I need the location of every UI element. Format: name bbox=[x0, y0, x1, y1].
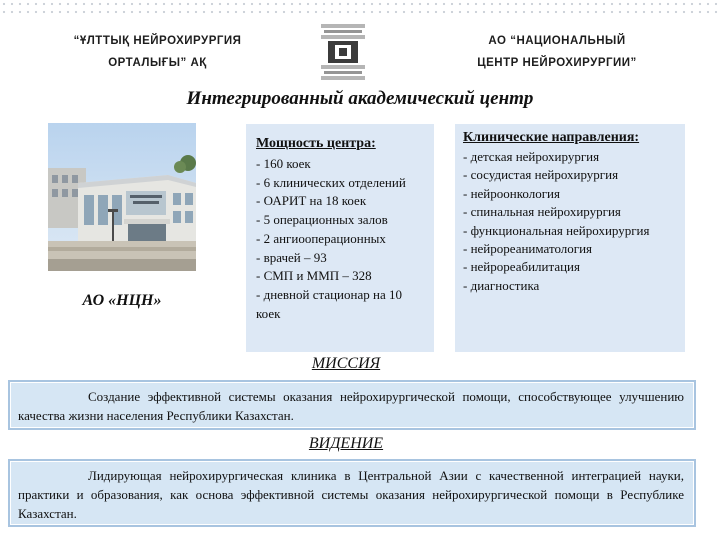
mission-box bbox=[8, 380, 696, 430]
org-name-russian-line1: АО “НАЦИОНАЛЬНЫЙ bbox=[488, 35, 626, 47]
clinical-panel bbox=[455, 124, 685, 352]
list-item: - ОАРИТ на 18 коек bbox=[256, 193, 367, 209]
list-item: - 5 операционных залов bbox=[256, 212, 388, 228]
list-item: - дневной стационар на 10 коек bbox=[256, 286, 402, 321]
org-name-kazakh-line2: ОРТАЛЫҒЫ” АҚ bbox=[108, 57, 207, 69]
list-item: - нейрореабилитация bbox=[463, 259, 580, 275]
list-item: - детская нейрохирургия bbox=[463, 149, 600, 164]
list-item: - врачей – 93 bbox=[256, 249, 327, 265]
list-item: - СМП и ММП – 328 bbox=[256, 268, 372, 284]
capacity-list bbox=[246, 155, 434, 323]
list-item: - 160 коек bbox=[256, 156, 311, 171]
capacity-panel bbox=[246, 124, 434, 352]
org-name-russian-line2: ЦЕНТР НЕЙРОХИРУРГИИ” bbox=[477, 57, 637, 69]
mission-title: МИССИЯ bbox=[311, 355, 381, 372]
list-item: - диагностика bbox=[463, 277, 540, 293]
vision-box bbox=[8, 459, 696, 527]
photo-caption: АО «НЦН» bbox=[82, 292, 162, 309]
org-name-kazakh-line1: “ҰЛТТЫҚ НЕЙРОХИРУРГИЯ bbox=[73, 35, 242, 47]
clinical-list bbox=[455, 148, 685, 295]
clinical-heading: Клинические направления: bbox=[463, 130, 640, 145]
list-item: - сосудистая нейрохирургия bbox=[463, 167, 619, 183]
list-item: - 6 клинических отделений bbox=[256, 174, 406, 190]
vision-title: ВИДЕНИЕ bbox=[308, 435, 384, 452]
page-title: Интегрированный академический центр bbox=[186, 88, 534, 109]
org-name-russian bbox=[452, 30, 662, 74]
org-name-kazakh bbox=[55, 30, 260, 74]
list-item: - 2 ангиооперационных bbox=[256, 230, 386, 246]
capacity-heading: Мощность центра: bbox=[256, 136, 376, 151]
ncn-logo-icon bbox=[318, 22, 368, 82]
vision-text: Лидирующая нейрохирургическая клиника в Центральной Азии с качественной интеграцией науки, практики и образования, как основа эффективной системы оказания нейрохирургической помощи в Республике Казахстан. bbox=[18, 468, 684, 521]
header-dot-pattern bbox=[0, 0, 720, 16]
list-item: - нейрореаниматология bbox=[463, 241, 593, 257]
list-item: - функциональная нейрохирургия bbox=[463, 222, 650, 238]
building-photo bbox=[48, 123, 196, 271]
list-item: - спинальная нейрохирургия bbox=[463, 204, 621, 220]
mission-text: Создание эффективной системы оказания нейрохирургической помощи, способствующее улучшению качества жизни населения Республики Казахстан. bbox=[18, 389, 684, 423]
list-item: - нейроонкология bbox=[463, 185, 560, 201]
